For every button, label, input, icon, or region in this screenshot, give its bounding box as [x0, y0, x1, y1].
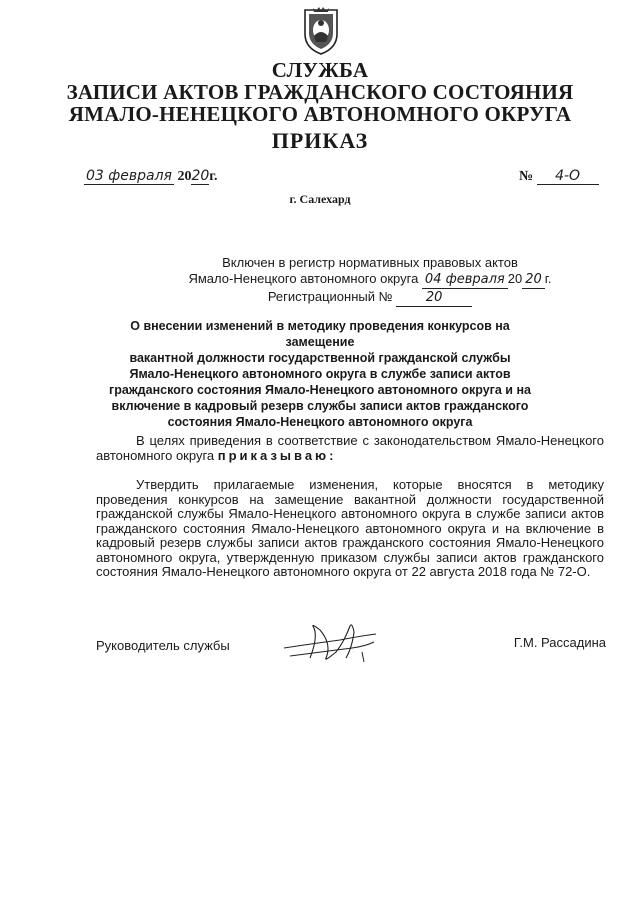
registry-region: Ямало-Ненецкого автономного округа — [188, 271, 419, 286]
registry-year-suffix: г. — [544, 271, 552, 286]
number-handwritten: 4-О — [537, 168, 599, 185]
registry-year: 20 — [522, 272, 545, 289]
header-line-1: СЛУЖБА — [271, 58, 369, 82]
registry-number: 20 — [396, 290, 472, 307]
registry-number-label: Регистрационный № — [267, 289, 393, 304]
title-line-4: гражданского состояния Ямало-Ненецкого автономного округа и на — [109, 383, 531, 397]
document-type-title: ПРИКАЗ — [271, 128, 369, 153]
title-line-3: Ямало-Ненецкого автономного округа в службе записи актов — [129, 367, 511, 381]
header-line-2: ЗАПИСИ АКТОВ ГРАЖДАНСКОГО СОСТОЯНИЯ — [66, 80, 574, 104]
signer-position: Руководитель службы — [96, 638, 230, 653]
date-handwritten: 03 февраля — [86, 168, 172, 184]
title-line-5: включение в кадровый резерв службы записи актов гражданского — [111, 399, 529, 413]
preamble-text: В целях приведения в соответствие с законодательством Ямало-Ненецкого автономного округа — [96, 433, 604, 463]
header-line-3: ЯМАЛО-НЕНЕЦКОГО АВТОНОМНОГО ОКРУГА — [68, 102, 572, 126]
registry-year-prefix: 20 — [507, 271, 523, 286]
preamble-order-word: приказываю: — [217, 447, 337, 463]
order-number — [519, 168, 599, 185]
city: г. Салехард — [289, 192, 351, 206]
coat-of-arms-icon — [301, 6, 341, 56]
year-handwritten: 20 — [191, 168, 210, 184]
registry-block — [160, 255, 580, 307]
signer-name: Г.М. Рассадина — [513, 635, 606, 650]
year-suffix: г. — [209, 169, 218, 184]
registry-line-1: Включен в регистр нормативных правовых актов — [222, 255, 518, 270]
handwritten-signature — [280, 618, 380, 664]
title-line-2: вакантной должности государственной гражданской службы — [129, 351, 511, 365]
preamble-paragraph — [96, 434, 604, 463]
order-date — [84, 168, 218, 185]
year-prefix: 20 — [177, 169, 192, 184]
order-title — [100, 318, 540, 430]
number-label: № — [519, 169, 534, 184]
title-line-1: О внесении изменений в методику проведения конкурсов на замещение — [130, 319, 510, 349]
registry-line-2 — [160, 271, 580, 289]
title-line-6: состояния Ямало-Ненецкого автономного округа — [167, 415, 473, 429]
main-paragraph: Утвердить прилагаемые изменения, которые вносятся в методику проведения конкурсов на замещение вакантной должности государственной гражданской службы Ямало-Ненецкого автономного округа в службе записи актов гражданского состояния Ямало-Ненецкого автономного округа и на включение в кадровый резерв службы записи актов гражданского состояния Ямало-Ненецкого автономного округа, утвержденную приказом службы записи актов гражданского состояния Ямало-Ненецкого автономного округа от 22 августа 2018 года № 72-О. — [96, 477, 604, 579]
registry-date: 04 февраля — [422, 272, 508, 289]
registry-line-3 — [160, 289, 580, 307]
